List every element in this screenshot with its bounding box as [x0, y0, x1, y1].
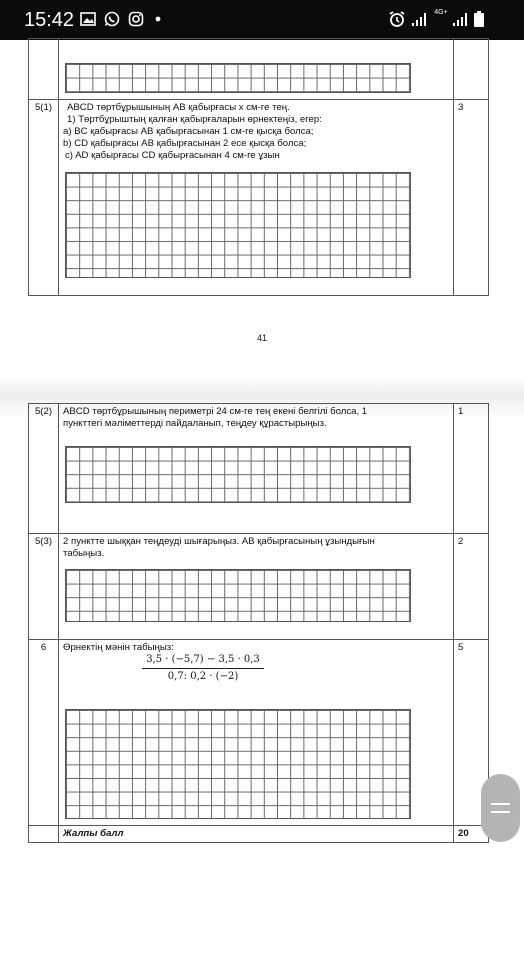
menu-lines-icon[interactable] [481, 774, 520, 842]
question-line: 1) Төртбұрыштың қалған қабырғаларын өрнектеңіз, егер: [67, 114, 322, 125]
question-number: 5(3) [29, 534, 59, 640]
answer-cell [59, 39, 454, 100]
network-type: 4G+ [434, 9, 448, 16]
question-number: 5(2) [29, 404, 59, 534]
instagram-icon [128, 11, 144, 27]
score-cell [454, 39, 489, 100]
table-row [29, 39, 489, 100]
answer-grid [65, 172, 411, 278]
answer-grid [65, 569, 411, 622]
question-line: a) BC қабырғасы AB қабырғасынан 1 см-ге қысқа болса; [63, 126, 314, 137]
battery-icon [473, 11, 485, 27]
total-label: Жалпы балл [59, 826, 454, 843]
answer-grid [65, 63, 411, 93]
answer-grid [65, 709, 411, 819]
question-line: b) CD қабырғасы AB қабырғасынан 2 есе қысқа болса; [63, 138, 307, 149]
worksheet-table-top [28, 38, 489, 296]
notification-dot-icon [153, 11, 169, 27]
table-row [29, 534, 489, 640]
score: 3 [454, 100, 489, 296]
question-text [59, 100, 454, 296]
alarm-icon [388, 11, 406, 27]
question-line: табыңыз. [63, 548, 105, 559]
question-text [59, 404, 454, 534]
question-line: c) AD қабырғасы CD қабырғасынан 4 см-ге ұзын [65, 150, 280, 161]
page-number: 41 [256, 333, 267, 343]
question-number-cell [29, 39, 59, 100]
fraction-numerator: 3,5 · (−5,7) − 3,5 · 0,3 [142, 654, 264, 669]
total-score: 20 [454, 826, 489, 843]
table-row [29, 100, 489, 296]
question-line: пункттегі мәліметтерді пайдаланып, теңдеу құрастырыңыз. [63, 418, 327, 429]
worksheet-table-bottom [28, 403, 489, 843]
table-row-total [29, 826, 489, 843]
score: 2 [454, 534, 489, 640]
question-line: 2 пунктте шыққан теңдеуді шығарыңыз. AB қабырғасының ұзындығын [63, 536, 375, 547]
math-expression [123, 654, 283, 683]
answer-grid [65, 446, 411, 503]
question-text [59, 534, 454, 640]
score: 5 [454, 640, 489, 826]
signal-icon [410, 11, 428, 27]
question-line: Өрнектің мәнін табыңыз: [63, 642, 174, 653]
question-number: 6 [29, 640, 59, 826]
fraction-denominator: 0,7: 0,2 · (−2) [167, 671, 239, 682]
question-line: ABCD төртбұрышының AB қабырғасы х см-ге тең. [67, 102, 290, 113]
signal-icon [451, 11, 469, 27]
score: 1 [454, 404, 489, 534]
table-row [29, 640, 489, 826]
document-page[interactable] [0, 40, 524, 974]
question-text [59, 640, 454, 826]
clock: 15:42 [24, 9, 75, 31]
question-number: 5(1) [29, 100, 59, 296]
status-bar [0, 0, 524, 40]
table-row [29, 404, 489, 534]
whatsapp-icon [104, 11, 120, 27]
question-line: ABCD төртбұрышының периметрі 24 см-ге тең екені белгілі болса, 1 [63, 406, 368, 417]
image-icon [80, 11, 96, 27]
empty-cell [29, 826, 59, 843]
